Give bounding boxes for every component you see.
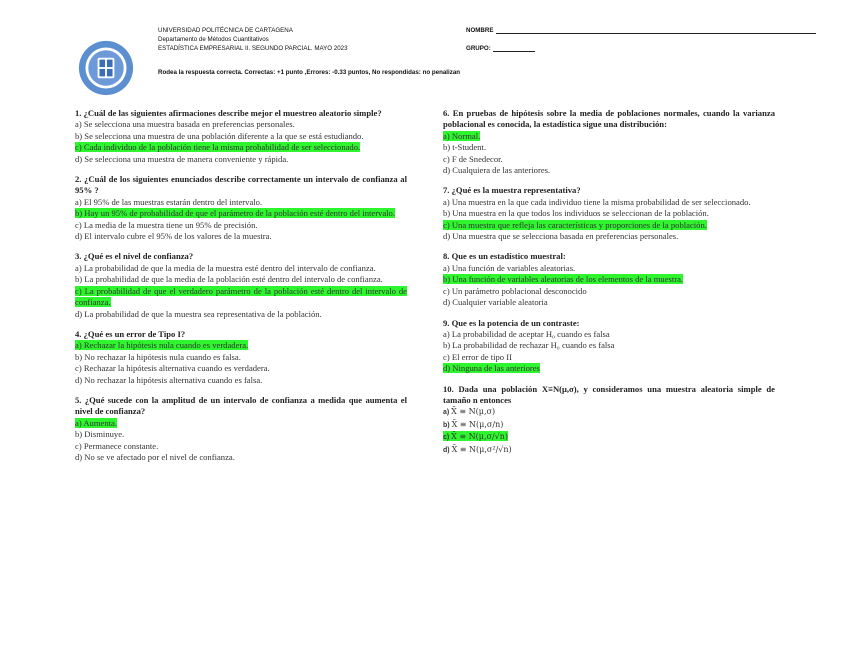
option-formula: X̄ ≡ N(μ,σ/√n) (451, 432, 509, 442)
answer-option[interactable] (443, 142, 775, 153)
option-label: a) (443, 409, 452, 417)
answer-option-text: b) Una función de variables aleatorias de los elementos de la muestra. (443, 274, 684, 285)
answer-option-text: d) Se selecciona una muestra de manera conveniente y rápida. (75, 153, 289, 164)
question-title: 6. En pruebas de hipótesis sobre la media de poblaciones normales, cuando la varianza poblacional es conocida, la estadística sigue una distribución: (443, 108, 775, 130)
answer-option-correct[interactable] (75, 418, 407, 429)
exam-header (78, 24, 828, 94)
question-block (443, 384, 775, 456)
question-block (443, 318, 775, 375)
answer-option-text: d) Cualquiera de las anteriores. (443, 165, 551, 176)
question-block (443, 251, 775, 308)
answer-option-text: a) La probabilidad de aceptar H₀ cuando es falsa (443, 328, 610, 339)
answer-option[interactable] (75, 309, 407, 320)
answer-option-text: a) Aumenta. (75, 417, 117, 428)
question-title: 9. Que es la potencia de un contraste: (443, 317, 580, 328)
answer-option-text: a) Una función de variables aleatorias. (443, 262, 576, 273)
answer-option[interactable] (75, 154, 407, 165)
answer-option-text: d) Ninguna de las anteriores (443, 363, 540, 374)
answer-option[interactable] (443, 208, 775, 219)
answer-option[interactable] (443, 297, 775, 308)
option-formula: X̄ ≡ N(μ,σ²/√n) (451, 444, 512, 454)
answer-option-text: c) Rechazar la hipótesis alternativa cuando es verdadera. (75, 363, 270, 374)
answer-option-text: d) No rechazar la hipótesis alternativa cuando es falsa. (75, 374, 263, 385)
answer-option[interactable] (75, 441, 407, 452)
answer-option-text: d) El intervalo cubre el 95% de los valores de la muestra. (75, 231, 272, 242)
answer-option-text: d) Una muestra que se selecciona basada en preferencias personales. (443, 231, 679, 242)
institution-info (158, 26, 348, 53)
answer-option-text: c) Un parámetro poblacional desconocido (443, 285, 587, 296)
answer-option-correct[interactable] (75, 286, 407, 309)
answer-option-text: d) La probabilidad de que la muestra sea representativa de la población. (75, 308, 322, 319)
answer-option-text: c) Una muestra que refleja las características y proporciones de la población. (443, 219, 707, 230)
course-title: ESTADÍSTICA EMPRESARIAL II. SEGUNDO PARCIAL. MAYO 2023 (158, 45, 348, 52)
question-title: 8. Que es un estadístico muestral: (443, 251, 566, 262)
answer-option-text: b) Disminuye. (75, 429, 125, 440)
answer-option[interactable] (75, 429, 407, 440)
answer-option[interactable] (443, 352, 775, 363)
question-block (75, 395, 407, 463)
answer-option-text: c) La media de la muestra tiene un 95% de precisión. (75, 219, 258, 230)
answer-option-correct[interactable] (443, 274, 775, 285)
answer-option-text: b) Hay un 95% de probabilidad de que el parámetro de la población esté dentro del intervalo. (75, 208, 396, 219)
question-block (75, 108, 407, 165)
answer-option-text: b) La probabilidad de rechazar H₀ cuando es falsa (443, 340, 615, 351)
question-block (75, 329, 407, 386)
answer-option[interactable] (75, 352, 407, 363)
answer-option[interactable] (75, 197, 407, 208)
group-field[interactable] (493, 44, 535, 52)
university-logo (78, 40, 134, 96)
option-label: c) (443, 434, 452, 442)
student-fields (466, 26, 816, 62)
answer-option-text: a) El 95% de las muestras estarán dentro del intervalo. (75, 196, 263, 207)
answer-option-text: a) Una muestra en la que cada individuo tiene la misma probabilidad de ser seleccionado. (443, 196, 751, 207)
answer-option[interactable] (443, 165, 775, 176)
answer-option[interactable] (75, 274, 407, 285)
answer-option[interactable] (443, 263, 775, 274)
answer-option-text: b) t-Student. (443, 142, 486, 153)
answer-option-text: a) Normal. (443, 130, 481, 141)
answer-option-text (443, 444, 512, 454)
answer-option[interactable] (75, 263, 407, 274)
question-block (75, 174, 407, 242)
question-title: 1. ¿Cuál de las siguientes afirmaciones describe mejor el muestreo aleatorio simple? (75, 108, 382, 118)
group-label: GRUPO: (466, 45, 491, 52)
answer-option-correct[interactable] (443, 363, 775, 374)
answer-option-text (443, 419, 503, 429)
answer-option-text: a) La probabilidad de que la media de la muestra esté dentro del intervalo de confianza. (75, 262, 376, 273)
question-block (443, 108, 775, 176)
questions-left-column (75, 108, 407, 472)
question-title: 4. ¿Qué es un error de Tipo I? (75, 328, 186, 339)
answer-option-correct[interactable] (443, 431, 775, 443)
answer-option-correct[interactable] (443, 131, 775, 142)
answer-option[interactable] (75, 375, 407, 386)
answer-option-text: c) La probabilidad de que el verdadero parámetro de la población esté dentro del intervalo de confianza. (75, 285, 407, 308)
question-title: 10. Dada una población X≡N(μ,σ), y consideramos una muestra aleatoria simple de tamaño n entonces (443, 383, 775, 405)
answer-option[interactable] (75, 363, 407, 374)
department-name: Departamento de Métodos Cuantitativos (158, 36, 269, 43)
questions-right-column (443, 108, 775, 465)
name-label: NOMBRE (466, 27, 494, 34)
answer-option-correct[interactable] (75, 142, 407, 153)
answer-option[interactable] (75, 119, 407, 130)
answer-option-text: c) El error de tipo II (443, 351, 512, 362)
answer-option-text: b) Se selecciona una muestra de una población diferente a la que se está estudiando. (75, 130, 364, 141)
question-title: 7. ¿Qué es la muestra representativa? (443, 185, 581, 196)
answer-option-text: c) Permanece constante. (75, 440, 159, 451)
answer-option[interactable] (443, 340, 775, 351)
answer-option-text: b) No rechazar la hipótesis nula cuando es falsa. (75, 351, 241, 362)
university-name: UNIVERSIDAD POLITÉCNICA DE CARTAGENA (158, 27, 293, 34)
answer-option-text: c) Cada individuo de la población tiene la misma probabilidad de ser seleccionado. (75, 142, 361, 153)
answer-option[interactable] (443, 329, 775, 340)
answer-option[interactable] (75, 220, 407, 231)
answer-option-text: d) No se ve afectado por el nivel de confianza. (75, 451, 235, 462)
question-title: 5. ¿Qué sucede con la amplitud de un intervalo de confianza a medida que aumenta el nivel de confianza? (75, 394, 407, 417)
answer-option[interactable] (443, 286, 775, 297)
answer-option-text: a) Rechazar la hipótesis nula cuando es verdadera. (75, 340, 249, 351)
answer-option[interactable] (443, 154, 775, 165)
answer-option[interactable] (75, 452, 407, 463)
answer-option[interactable] (443, 231, 775, 242)
answer-option[interactable] (75, 131, 407, 142)
question-title: 3. ¿Qué es el nivel de confianza? (75, 251, 194, 262)
answer-option-text (443, 431, 508, 441)
option-label: d) (443, 446, 452, 454)
answer-option-text: b) La probabilidad de que la media de la población esté dentro del intervalo de confianza. (75, 274, 383, 285)
answer-option[interactable] (443, 419, 775, 431)
instructions: Rodea la respuesta correcta. Correctas: +1 punto ,Errores: -0.33 puntos, No respondidas: no penalizan (158, 69, 461, 76)
answer-option-correct[interactable] (75, 208, 407, 219)
answer-option[interactable] (443, 197, 775, 208)
option-formula: X̄ ≡ N(μ,σ/n) (451, 419, 504, 429)
option-formula: X̄ ≡ N(μ,σ) (451, 407, 496, 417)
answer-option-correct[interactable] (75, 340, 407, 351)
question-block (75, 251, 407, 319)
answer-option-text: b) Una muestra en la que todos los individuos se seleccionan de la población. (443, 208, 709, 219)
answer-option-text: a) Se selecciona una muestra basada en preferencias personales. (75, 119, 295, 130)
answer-option[interactable] (443, 406, 775, 418)
answer-option[interactable] (443, 444, 775, 456)
answer-option-correct[interactable] (443, 220, 775, 231)
question-block (443, 185, 775, 242)
answer-option[interactable] (75, 231, 407, 242)
answer-option-text (443, 406, 495, 416)
name-field[interactable] (496, 26, 816, 34)
question-title: 2. ¿Cuál de los siguientes enunciados describe correctamente un intervalo de confianza al 95% ? (75, 174, 407, 196)
answer-option-text: c) F de Snedecor. (443, 153, 503, 164)
answer-option-text: d) Cualquier variable aleatoria (443, 297, 548, 308)
option-label: b) (443, 421, 452, 429)
